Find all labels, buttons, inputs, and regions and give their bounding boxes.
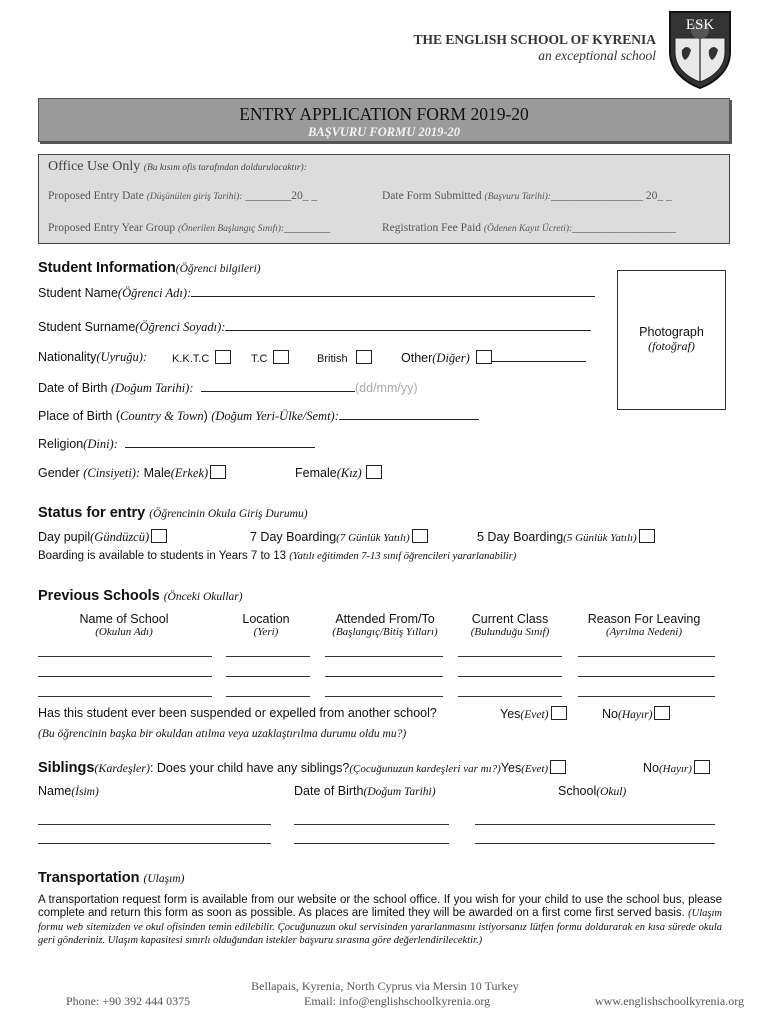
nat-british-option [317,350,372,365]
prev-class-input[interactable] [458,696,562,697]
gender-row [38,465,226,481]
suspended-yes-tr: (Evet) [520,709,549,721]
student-surname-tr: (Öğrenci Soyadı): [135,320,226,334]
dob-input[interactable] [201,382,355,392]
suspended-no-label: No [602,707,618,721]
siblings-question-tr: (Çocuğunuzun kardeşleri var mı?) [349,763,501,775]
pob-label: Place of Birth ( [38,409,120,423]
siblings-col-school [558,784,626,798]
submitted-tr: (Başvuru Tarihi): [484,192,551,202]
office-heading-text: Office Use Only [48,159,141,174]
pob-row [38,409,479,424]
religion-input[interactable] [125,438,315,448]
pob-tr: (Doğum Yeri-Ülke/Semt): [211,409,339,423]
suspended-no-tr: (Hayır) [617,709,653,721]
prev-attended-input[interactable] [325,676,443,677]
nat-tc-label: T.C [251,353,268,365]
nat-other-tr: (Diğer) [432,351,470,365]
school-name: THE ENGLISH SCHOOL OF KYRENIA [413,32,656,47]
siblings-no-checkbox[interactable] [694,760,710,774]
religion-label: Religion [38,437,84,451]
sibling-dob-input[interactable] [294,843,449,844]
gender-male-checkbox[interactable] [210,465,226,479]
fee-field[interactable]: __________________ [572,222,676,234]
nat-tc-checkbox[interactable] [273,350,289,364]
form-title: ENTRY APPLICATION FORM 2019-20 [239,104,529,124]
sibling-school-input[interactable] [475,843,715,844]
nat-tc-option [251,350,289,365]
suspended-no-option [602,706,670,721]
siblings-no-tr: (Hayır) [658,763,692,775]
suspended-question: Has this student ever been suspended or expelled from another school? [38,706,437,720]
siblings-col-name-label: Name [38,784,72,798]
status-five-tr: (5 Günlük Yatılı) [563,532,637,544]
status-seven-tr: (7 Günlük Yatılı) [336,532,410,544]
nat-other-checkbox[interactable] [476,350,492,364]
boarding-note-text: Boarding is available to students in Years 7 to 13 [38,550,287,562]
student-name-row [38,286,595,301]
col-header-label: Current Class [471,612,549,626]
nat-other-input[interactable] [492,352,586,362]
col-header [588,612,701,638]
siblings-yes-checkbox[interactable] [550,760,566,774]
siblings-col-school-tr: (Okul) [596,786,627,798]
office-use-heading [48,159,307,175]
student-surname-input[interactable] [225,321,591,331]
office-date-submitted [382,190,672,202]
suspended-no-checkbox[interactable] [654,706,670,720]
prev-school-name-input[interactable] [38,656,212,657]
siblings-col-name [38,784,99,798]
boarding-note-tr: (Yatılı eğitimden 7-13 sınıf öğrencileri yararlanabilir) [289,551,517,562]
sibling-school-input[interactable] [475,824,715,825]
status-seven-checkbox[interactable] [412,529,428,543]
year-group-tr: (Önerilen Başlangıç Sınıfı): [178,224,285,234]
student-name-tr: (Öğrenci Adı): [117,286,192,300]
status-seven-label: 7 Day Boarding [250,530,337,544]
col-header-tr: (Ayrılma Nedeni) [605,626,683,638]
col-header-tr: (Okulun Adı) [95,626,153,638]
nationality-tr: (Uyruğu): [96,350,148,364]
dob-label: Date of Birth [38,381,108,395]
transport-heading-text: Transportation [38,870,140,886]
gender-male-tr: (Erkek) [170,466,209,480]
nat-kktc-checkbox[interactable] [215,350,231,364]
prev-school-name-input[interactable] [38,676,212,677]
religion-row [38,437,315,452]
status-heading [38,505,308,521]
status-seven-option [250,529,428,544]
student-heading-tr: (Öğrenci bilgileri) [175,263,261,275]
col-header-tr: (Yeri) [253,626,279,638]
prev-reason-input[interactable] [578,696,715,697]
dob-hint: (dd/mm/yy) [355,381,418,395]
prev-reason-input[interactable] [578,656,715,657]
footer-phone: Phone: +90 392 444 0375 [66,994,191,1008]
col-header [471,612,550,638]
status-five-option [477,529,655,544]
student-surname-label: Student Surname [38,320,136,334]
status-day-checkbox[interactable] [151,529,167,543]
gender-female-option [295,465,382,481]
nat-other-option [401,350,586,366]
student-surname-row [38,320,591,335]
status-heading-tr: (Öğrencinin Okula Giriş Durumu) [149,508,308,520]
transport-body [38,894,722,948]
office-entry-date [48,190,317,202]
student-info-heading [38,260,261,276]
col-header-label: Reason For Leaving [587,612,701,626]
prev-location-input[interactable] [226,676,310,677]
siblings-col-dob [294,784,436,798]
previous-schools-heading [38,588,243,604]
photo-tr: (fotoğraf) [648,339,695,353]
submitted-field[interactable]: ________________ 20_ _ [550,190,672,202]
photograph-box[interactable] [617,270,726,410]
col-header-label: Name of School [79,612,169,626]
student-heading-text: Student Information [38,260,176,276]
office-year-group [48,222,330,234]
nat-kktc-option [172,350,231,365]
siblings-question: : Does your child have any siblings? [149,761,350,775]
siblings-col-school-label: School [558,784,597,798]
prev-reason-input[interactable] [578,676,715,677]
office-fee-paid [382,222,676,234]
footer-address: Bellapais, Kyrenia, North Cyprus via Mersin 10 Turkey [251,979,519,993]
entry-date-label: Proposed Entry Date [48,190,144,202]
prev-class-input[interactable] [458,656,562,657]
siblings-row [38,760,566,776]
col-header-label: Attended From/To [335,612,435,626]
fee-label: Registration Fee Paid [382,222,482,234]
previous-heading-text: Previous Schools [38,588,160,604]
siblings-yes-label: Yes [500,761,522,775]
title-banner [38,98,730,142]
nationality-row [38,350,147,365]
dob-tr: (Doğum Tarihi): [110,381,194,395]
entry-date-tr: (Düşünülen giriş Tarihi): [146,192,243,202]
col-header-tr: (Başlangıç/Bitiş Yılları) [332,626,438,638]
student-name-input[interactable] [191,287,595,297]
footer-website[interactable]: www.englishschoolkyrenia.org [595,994,744,1008]
suspended-yes-label: Yes [500,707,521,721]
nat-british-label: British [317,353,348,365]
col-header [80,612,169,638]
form-subtitle: BAŞVURU FORMU 2019-20 [307,125,461,139]
nat-other-label: Other [401,351,433,365]
prev-school-name-input[interactable] [38,696,212,697]
gender-tr: (Cinsiyeti): [83,466,141,480]
status-five-checkbox[interactable] [639,529,655,543]
sibling-dob-input[interactable] [294,824,449,825]
sibling-name-input[interactable] [38,843,271,844]
siblings-heading-tr: (Kardeşler) [94,761,150,775]
prev-location-input[interactable] [226,656,310,657]
footer-email[interactable]: Email: info@englishschoolkyrenia.org [304,994,491,1008]
pob-country: Country & Town [119,409,204,423]
prev-class-input[interactable] [458,676,562,677]
school-crest-logo [666,8,734,90]
nat-kktc-label: K.K.T.C [172,353,210,365]
year-group-field[interactable]: ________ [284,222,331,234]
suspended-yes-checkbox[interactable] [551,706,567,720]
boarding-note [38,550,516,562]
gender-label: Gender [38,466,80,480]
submitted-label: Date Form Submitted [382,190,482,202]
status-day-label: Day pupil [38,530,91,544]
transport-body-text: A transportation request form is available from our website or the school office. If you wish for your child to use the school bus, please complete and return this form as soon as possible. As places are limited they will be awarded on a first come first served basis. [38,894,722,919]
svg-text:ESK: ESK [685,17,715,33]
office-heading-tr: (Bu kısım ofis tarafından doldurulacaktır): [143,163,307,173]
siblings-no-label: No [643,761,659,775]
transport-body-tr: (Ulaşım formu web sitemizden ve okul ofisinden temin edilebilir. Çocuğunuzun okul servisinden yararlanmasını istiyorsanız lütfen formu doldurarak en kısa sürede okula geri gönderiniz. Ulaşım kapasitesi sınırlı olduğundan istekler başvuru sırasına göre değerlendirilecektir.) [38,907,722,947]
gender-male-label: Male [143,466,171,480]
suspended-tr: (Bu öğrencinin başka bir okuldan atılma veya uzaklaştırılma durumu oldu mu?) [38,728,407,740]
siblings-col-dob-tr: (Doğum Tarihi) [363,786,436,798]
col-header [332,612,437,638]
previous-heading-tr: (Önceki Okullar) [163,591,243,603]
transport-heading [38,870,184,886]
siblings-heading: Siblings [38,760,95,776]
siblings-col-dob-label: Date of Birth [294,784,364,798]
religion-tr: (Dini): [83,437,118,451]
year-group-label: Proposed Entry Year Group [48,222,176,234]
gender-female-checkbox[interactable] [366,465,382,479]
col-header [242,612,289,638]
pob-input[interactable] [339,410,479,420]
fee-tr: (Ödenen Kayıt Ücreti): [483,224,573,234]
col-header-label: Location [242,612,290,626]
status-five-label: 5 Day Boarding [477,530,564,544]
nat-british-checkbox[interactable] [356,350,372,364]
entry-date-field[interactable]: ________20_ _ [245,190,318,202]
school-tagline: an exceptional school [538,48,656,63]
dob-row [38,381,418,396]
gender-female-tr: (Kız) [336,466,362,480]
status-day-tr: (Gündüzcü) [90,530,150,544]
suspended-yes-option [500,706,567,721]
nationality-label: Nationality [38,350,97,364]
student-name-label: Student Name [38,286,118,300]
prev-attended-input[interactable] [325,656,443,657]
sibling-name-input[interactable] [38,824,271,825]
pob-close: ) [203,409,208,423]
status-day-option [38,529,167,545]
status-heading-text: Status for entry [38,505,146,521]
siblings-no-option [643,760,710,775]
siblings-col-name-tr: (İsim) [71,786,99,798]
gender-female-label: Female [295,466,337,480]
prev-location-input[interactable] [226,696,310,697]
transport-heading-tr: (Ulaşım) [143,873,185,885]
prev-attended-input[interactable] [325,696,443,697]
siblings-yes-tr: (Evet) [521,763,549,775]
col-header-tr: (Bulunduğu Sınıf) [470,626,550,638]
photo-label: Photograph [639,325,704,339]
